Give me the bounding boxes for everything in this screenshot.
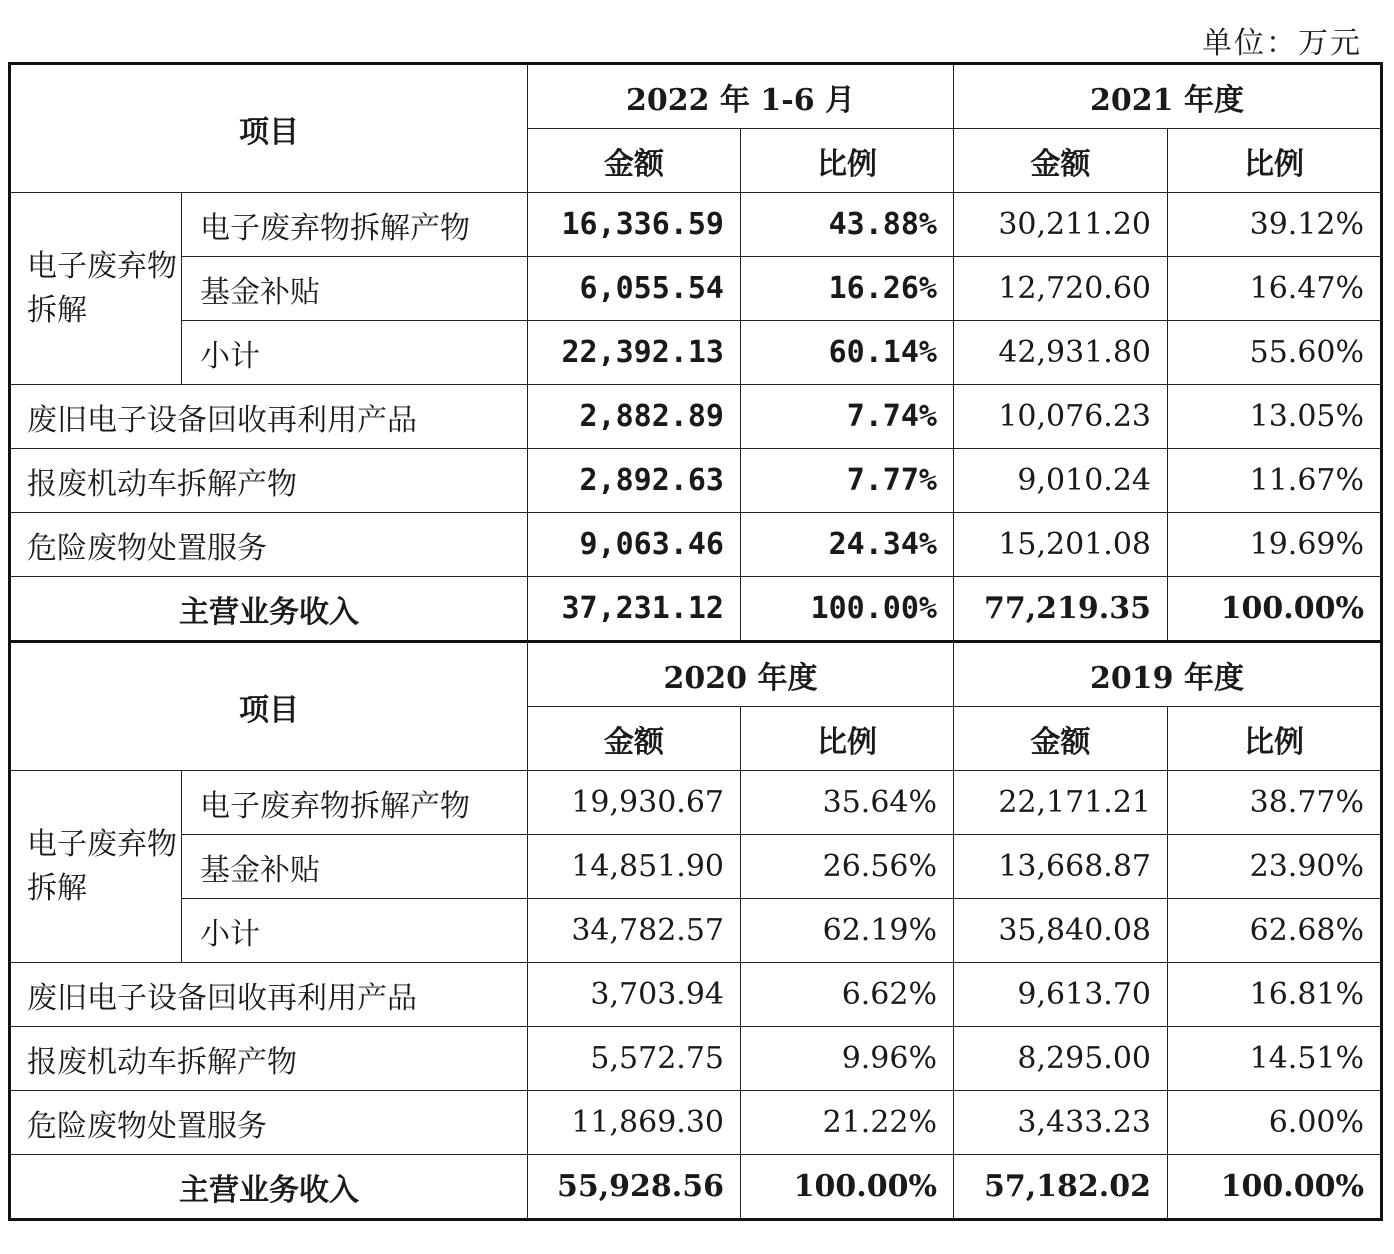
cell-ratio: 62.68%: [1168, 899, 1382, 963]
total-label: 主营业务收入: [10, 577, 528, 642]
amount-header: 金额: [954, 129, 1168, 193]
cell-amount: 22,171.21: [954, 771, 1168, 835]
section2-header-row: [10, 642, 1382, 707]
period-header: 2021 年度: [954, 64, 1382, 129]
cell-ratio: 11.67%: [1168, 449, 1382, 513]
cell-ratio: 60.14%: [741, 321, 954, 385]
cell-amount: 30,211.20: [954, 193, 1168, 257]
cell-amount: 13,668.87: [954, 835, 1168, 899]
cell-ratio: 6.62%: [741, 963, 954, 1027]
ratio-header: 比例: [1168, 707, 1382, 771]
cell-ratio: 35.64%: [741, 771, 954, 835]
group-label: 电子废弃物拆解: [10, 193, 182, 385]
row-label: 危险废物处置服务: [10, 1091, 528, 1155]
cell-amount: 12,720.60: [954, 257, 1168, 321]
row-label: 基金补贴: [182, 835, 528, 899]
ratio-header: 比例: [741, 129, 954, 193]
table-row: [10, 1091, 1382, 1155]
cell-ratio: 23.90%: [1168, 835, 1382, 899]
group-label: 电子废弃物拆解: [10, 771, 182, 963]
cell-amount: 8,295.00: [954, 1027, 1168, 1091]
cell-ratio: 6.00%: [1168, 1091, 1382, 1155]
cell-ratio: 14.51%: [1168, 1027, 1382, 1091]
table-row: [10, 1027, 1382, 1091]
cell-amount: 2,882.89: [528, 385, 741, 449]
table-row: [10, 385, 1382, 449]
table-row: [10, 899, 1382, 963]
cell-amount: 9,613.70: [954, 963, 1168, 1027]
cell-ratio: 100.00%: [741, 1155, 954, 1220]
amount-header: 金额: [528, 707, 741, 771]
cell-amount: 11,869.30: [528, 1091, 741, 1155]
cell-amount: 19,930.67: [528, 771, 741, 835]
table-row: [10, 835, 1382, 899]
cell-amount: 9,010.24: [954, 449, 1168, 513]
row-label: 废旧电子设备回收再利用产品: [10, 385, 528, 449]
table-row: [10, 449, 1382, 513]
cell-amount: 34,782.57: [528, 899, 741, 963]
cell-amount: 22,392.13: [528, 321, 741, 385]
cell-amount: 15,201.08: [954, 513, 1168, 577]
section1-header-row: [10, 64, 1382, 129]
revenue-table: [8, 62, 1383, 1221]
period-header: 2019 年度: [954, 642, 1382, 707]
cell-ratio: 19.69%: [1168, 513, 1382, 577]
item-header: 项目: [10, 64, 528, 193]
ratio-header: 比例: [741, 707, 954, 771]
cell-ratio: 16.47%: [1168, 257, 1382, 321]
cell-ratio: 16.81%: [1168, 963, 1382, 1027]
total-row: [10, 1155, 1382, 1220]
row-label: 危险废物处置服务: [10, 513, 528, 577]
cell-amount: 16,336.59: [528, 193, 741, 257]
table-row: [10, 963, 1382, 1027]
row-label: 电子废弃物拆解产物: [182, 193, 528, 257]
period-header: 2020 年度: [528, 642, 954, 707]
cell-ratio: 24.34%: [741, 513, 954, 577]
table-row: [10, 321, 1382, 385]
cell-ratio: 13.05%: [1168, 385, 1382, 449]
cell-ratio: 100.00%: [1168, 1155, 1382, 1220]
cell-amount: 3,703.94: [528, 963, 741, 1027]
cell-ratio: 55.60%: [1168, 321, 1382, 385]
row-label: 基金补贴: [182, 257, 528, 321]
period-header: 2022 年 1-6 月: [528, 64, 954, 129]
cell-amount: 3,433.23: [954, 1091, 1168, 1155]
table-row: [10, 513, 1382, 577]
cell-ratio: 43.88%: [741, 193, 954, 257]
cell-ratio: 16.26%: [741, 257, 954, 321]
row-label: 报废机动车拆解产物: [10, 1027, 528, 1091]
cell-amount: 55,928.56: [528, 1155, 741, 1220]
total-row: [10, 577, 1382, 642]
cell-amount: 2,892.63: [528, 449, 741, 513]
cell-ratio: 38.77%: [1168, 771, 1382, 835]
cell-ratio: 100.00%: [1168, 577, 1382, 642]
cell-amount: 14,851.90: [528, 835, 741, 899]
row-label: 电子废弃物拆解产物: [182, 771, 528, 835]
unit-label: 单位：万元: [1202, 26, 1362, 61]
amount-header: 金额: [528, 129, 741, 193]
cell-ratio: 26.56%: [741, 835, 954, 899]
cell-ratio: 39.12%: [1168, 193, 1382, 257]
table-row: [10, 193, 1382, 257]
row-label: 小计: [182, 321, 528, 385]
cell-ratio: 21.22%: [741, 1091, 954, 1155]
cell-ratio: 100.00%: [741, 577, 954, 642]
cell-ratio: 62.19%: [741, 899, 954, 963]
ratio-header: 比例: [1168, 129, 1382, 193]
cell-amount: 35,840.08: [954, 899, 1168, 963]
row-label: 废旧电子设备回收再利用产品: [10, 963, 528, 1027]
row-label: 小计: [182, 899, 528, 963]
cell-amount: 6,055.54: [528, 257, 741, 321]
table-row: [10, 257, 1382, 321]
amount-header: 金额: [954, 707, 1168, 771]
cell-ratio: 9.96%: [741, 1027, 954, 1091]
cell-amount: 9,063.46: [528, 513, 741, 577]
cell-amount: 10,076.23: [954, 385, 1168, 449]
cell-ratio: 7.74%: [741, 385, 954, 449]
row-label: 报废机动车拆解产物: [10, 449, 528, 513]
cell-amount: 42,931.80: [954, 321, 1168, 385]
cell-amount: 5,572.75: [528, 1027, 741, 1091]
cell-ratio: 7.77%: [741, 449, 954, 513]
cell-amount: 57,182.02: [954, 1155, 1168, 1220]
table-row: [10, 771, 1382, 835]
cell-amount: 37,231.12: [528, 577, 741, 642]
total-label: 主营业务收入: [10, 1155, 528, 1220]
cell-amount: 77,219.35: [954, 577, 1168, 642]
item-header: 项目: [10, 642, 528, 771]
